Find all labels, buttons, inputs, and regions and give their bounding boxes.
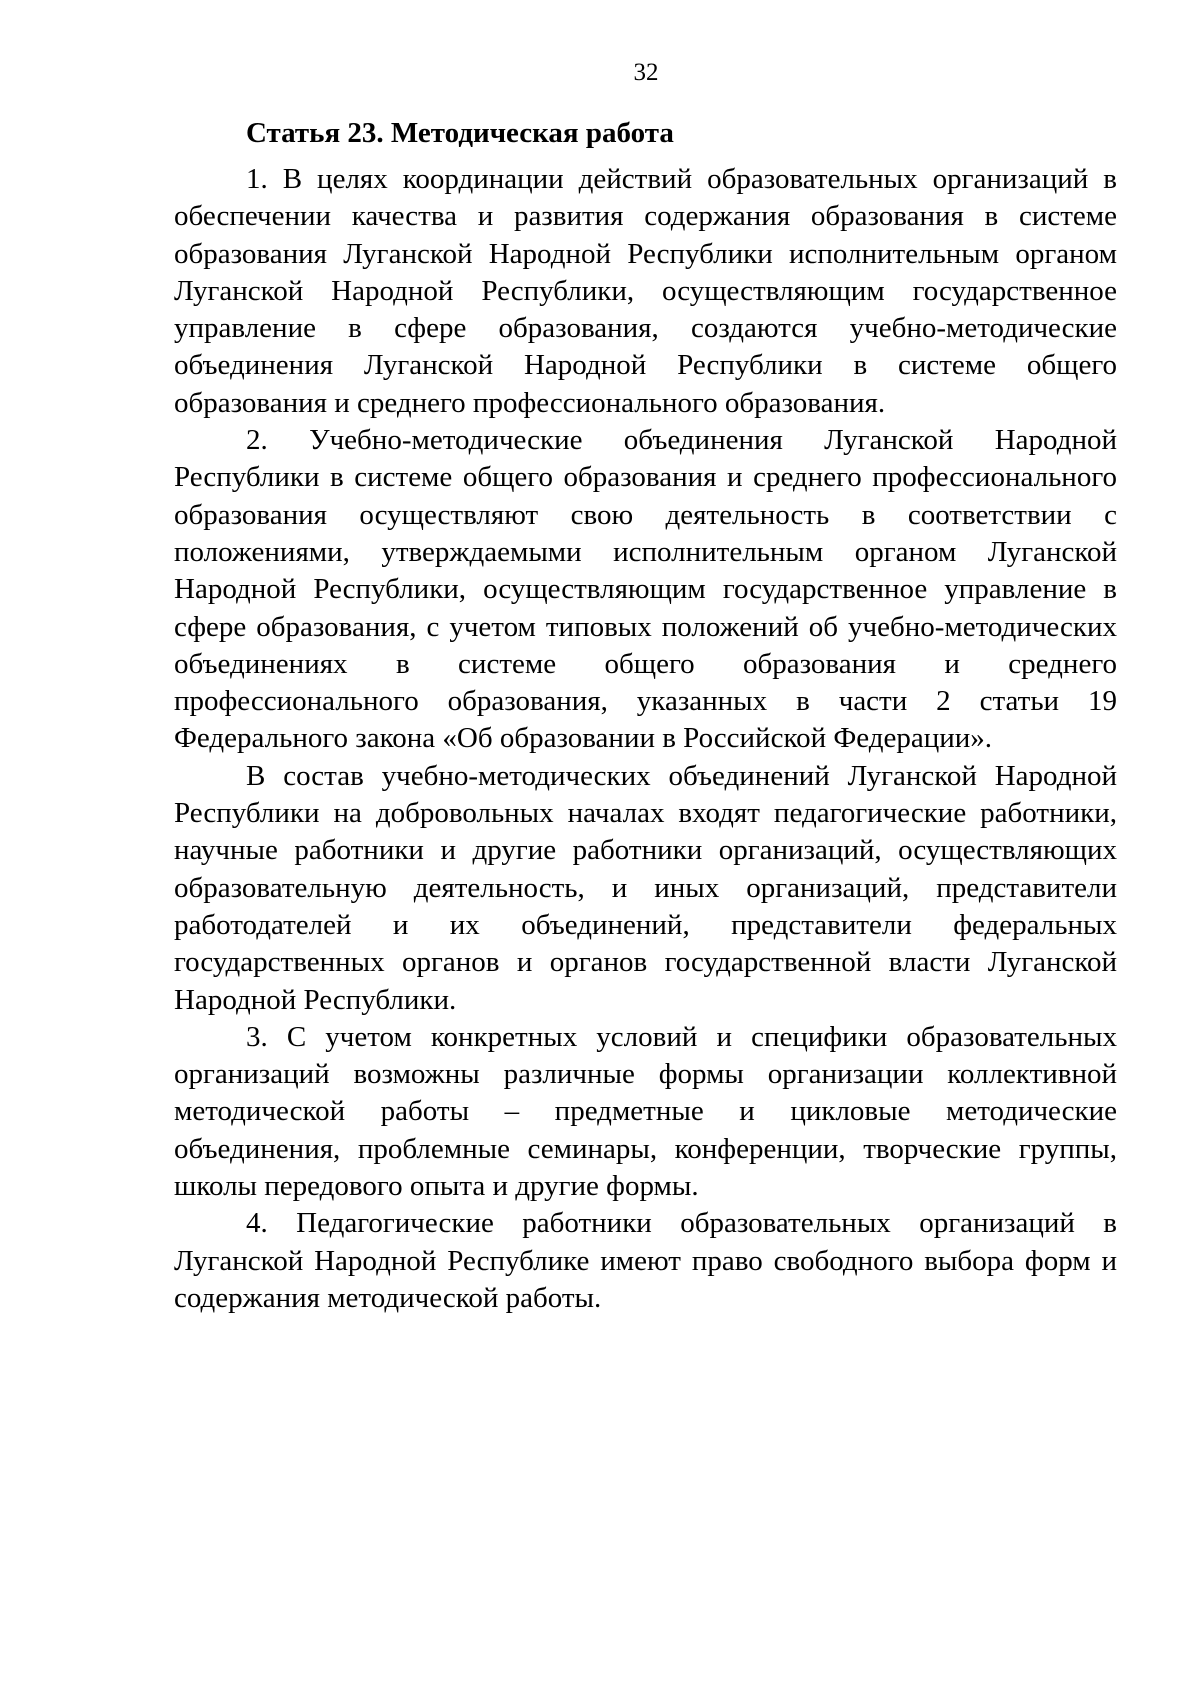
paragraph-4: 4. Педагогические работники образовательных организаций в Луганской Народной Республике имеют право свободного выбора форм и содержания методической работы. xyxy=(174,1207,1117,1314)
paragraph-2-composition: В состав учебно-методических объединений Луганской Народной Республики на добровольных началах входят педагогические работники, научные работники и другие работники организаций, осуществляющих образовательную деятельность, и иных организаций, представители работодателей и их объединений, представители федеральных государственных органов и органов государственной власти Луганской Народной Республики. xyxy=(174,759,1117,1016)
paragraph-1: 1. В целях координации действий образовательных организаций в обеспечении качества и развития содержания образования в системе образования Луганской Народной Республики исполнительным органом Луганской Народной Республики, осуществляющим государственное управление в сфере образования, создаются учебно-методические объединения Луганской Народной Республики в системе общего образования и среднего профессионального образования. xyxy=(174,163,1117,419)
paragraph-3: 3. С учетом конкретных условий и специфики образовательных организаций возможны различные формы организации коллективной методической работы – предметные и цикловые методические объединения, проблемные семинары, конференции, творческие группы, школы передового опыта и другие формы. xyxy=(174,1020,1117,1203)
paragraph-2: 2. Учебно-методические объединения Луганской Народной Республики в системе общего образования и среднего профессионального образования осуществляют свою деятельность в соответствии с положениями, утверждаемыми исполнительным органом Луганской Народной Республики, осуществляющим государственное управление в сфере образования, с учетом типовых положений об учебно-методических объединениях в системе общего образования и среднего профессионального образования, указанных в части 2 статьи 19 Федерального закона «Об образовании в Российской Федерации». xyxy=(174,424,1117,755)
article-body xyxy=(174,115,1117,1317)
article-title: Статья 23. Методическая работа xyxy=(246,117,674,149)
page-number: 32 xyxy=(633,59,659,86)
